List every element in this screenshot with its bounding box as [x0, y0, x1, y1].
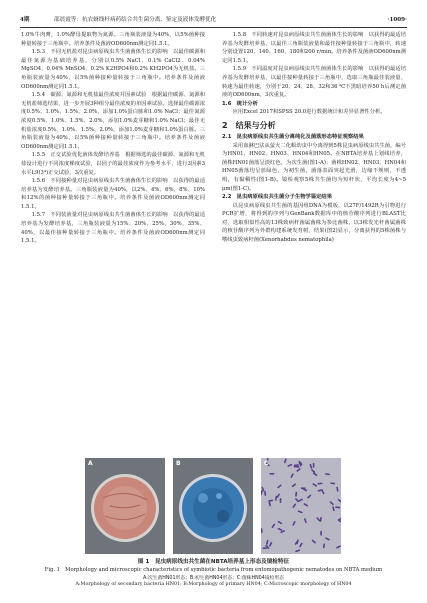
paragraph: 应用Excel 2017和SPSS 20.0进行数据统计和差异显著性分析。: [232, 109, 386, 116]
figure-caption-en: Fig. 1 Morphology and microscopic characteristics of symbiotic bacteria from entomopathogenic nematodes on NBTA medium: [44, 567, 383, 573]
plate-image-a: [85, 458, 165, 554]
micro-image-c: [261, 458, 341, 554]
plate-image-b: [173, 458, 253, 554]
figure-panel-b: [173, 458, 253, 554]
paragraph: 1.5.4 碳源、氮源和无机盐最佳浓度并因素试验 根据最佳碳源、氮源和无机盐筛选结果，进一步开展3种组分最佳浓度的单因素试验。选择最佳碳源浓度0.5%、1.0%、1.5%、2.0%，添加1.0%蛋白胨和1.0% NaCl；最佳氮源浓度0.5%、1.0%、1.5%、2.0%，添加1.0%麦芽糖和1.0% NaCl；最佳无机盐浓度0.5%、1.0%、1.5%、2.0%，添加1.0%麦芽糖和1.0%蛋白胨。三角瓶装液量为40%，以5%菌种接种量转接于三角瓶中。培养条件及菌液OD600nm测定同1.5.1。: [21, 92, 205, 150]
figure-panel-c: [261, 458, 341, 554]
running-header: [20, 14, 407, 26]
panel-label-c: C: [264, 460, 269, 467]
paragraph: 1.5.3 不同无机盐对昆虫病原线虫共生菌菌体生长的影响 以最佳碳源和最佳氮源为基础培养基，分别以0.5% NaCl、0.1% CaCl2、0.04% MgSO4、0.04% MnSO4、0.2% K2HPO4和0.2% KH2PO4为无机盐。三角瓶装液量为40%，以5%菌种接种量转接于三角瓶中。培养条件及菌液OD600nm测定同1.5.1。: [21, 49, 205, 90]
paragraph: 1.5.9 不同温度对昆虫病原线虫共生菌菌体生长的影响 以获得的最适培养基为发酵培养基，以最佳接种量转接于三角瓶中，选取三角瓶最佳装液量、转速为最佳转速，分别于20、24、28、32和36 ℃下黑暗培养50 h后测定菌液的OD600nm，3次重复。: [222, 66, 406, 99]
figure-1: [85, 458, 341, 554]
paragraph: 1.5.5 正交试验优化液体发酵培养基 根据筛选的最佳碳源、氮源和无机盐设计进行不同浓度梯度试验，以因子的最佳浓度作为参考水平，进行3因素3水平L9(3⁴)正交试验，3次重复。: [21, 152, 205, 176]
paragraph: 1.5.6 不同接种量对昆虫病原线虫共生菌菌体生长的影响 以获得的最适培养基为发酵培养基。三角瓶装液量为40%，以2%、4%、6%、8%、10%和12%的菌种接种量转接于三角瓶中。培养条件及菌液OD600nm测定同1.5.1。: [21, 178, 205, 210]
paragraph: 以昆虫病原线虫共生菌的基因组DNA为模板，以27F/1492R为引物进行PCR扩增，将得到的序列与GenBank数据库中的核苷酸序列进行BLAST比对，选取相似性高的13株致病杆菌属菌株为参比菌株，以3株发光杆菌属菌株的核苷酸序列为外群构建系统发育树，结果(图2)显示，分离获得的5株菌株与嗜线虫致病杆菌(Xenorhabdus nematophila): [222, 202, 406, 244]
journal-title: 邵晨霞等：抗农蚜线杆病药结合共生菌分离、鉴定及液体发酵优化: [54, 17, 217, 23]
bacterium-cell: [313, 463, 315, 468]
paragraph: 1.5.8 不同转速对昆虫病原线虫共生菌菌体生长的影响 以获得的最适培养基为发酵培养基，以最佳三角瓶装液量和最佳接种量转接于三角瓶中，转速分别设置120、140、160、180和200 r/min。培养条件及菌液OD600nm测定同1.5.1。: [222, 32, 406, 64]
figure-panel-a: [85, 458, 165, 554]
left-column: [21, 31, 205, 246]
bacterium-cell: [269, 473, 274, 475]
paragraph: 1.5.7 不同装液量对昆虫病原线虫共生菌菌体生长的影响 以获得的最适培养基为发酵培养基，三角瓶装液量为15%、20%、25%、30%、35%、40%，以最佳接种量转接于三角瓶中。培养条件及菌液OD600nm测定同1.5.1。: [21, 212, 205, 245]
section-heading: 2.2 昆虫病原线虫共生菌分子生物学鉴定结果: [222, 194, 333, 201]
right-column: [222, 31, 406, 245]
figure-subcaption-cn: A:次生菌HN01形态；B:初生菌HN04形态；C:菌株HN04镜检形态: [143, 576, 284, 581]
paragraph: 采用血淋巴法从萤火二化螟幼虫中分离得到5株昆虫病原线虫共生菌，编号为HN01、HN02、HN03、HN04和HN05。在NBTA培养基上划线培养，菌株HN01菌落呈淡红色，为次生菌(图1-A)；菌株HN02、HN03、HN04和HN05菌落均呈蓝绿色，为初生菌，菌落表面突起光滑，边缘不规则，不透明，有黏稠性(图1-B)。镜检观察5株共生菌均为短杆状，平均长度为4~5 μm(图1-C)。: [222, 142, 406, 192]
figure-caption-cn: 图 1 昆虫病原线虫共生菌在NBTA培养基上形态及镜检特征: [137, 559, 290, 565]
bacterium-cell: [320, 531, 322, 536]
section-heading: 2.1 昆虫病原线虫共生菌分离纯化及菌落形态特征观察结果: [222, 133, 364, 140]
header-rule: [20, 27, 407, 28]
page-left: 4期: [20, 17, 30, 23]
bacterium-cell: [280, 498, 282, 503]
panel-label-b: B: [176, 460, 181, 467]
bacterium-cell: [301, 487, 306, 489]
section-heading: 1.6 统计分析: [222, 100, 258, 107]
section-heading: 2 结果与分析: [222, 120, 276, 130]
paragraph: 1.0%牛肉膏，1.0%酵母提取物为氮源。三角瓶装液量为40%，以5%菌种接种量转接于三角瓶中。培养条件及菌液OD600nm测定同1.5.1。: [21, 32, 205, 47]
figure-subcaption-en: A:Morphology of secondary bacteria HN01; B:Morphology of primary HN04; C:Microscopic morphology of HN04: [75, 582, 352, 587]
panel-label-a: A: [88, 460, 93, 467]
page-number: ·1009·: [387, 17, 407, 23]
